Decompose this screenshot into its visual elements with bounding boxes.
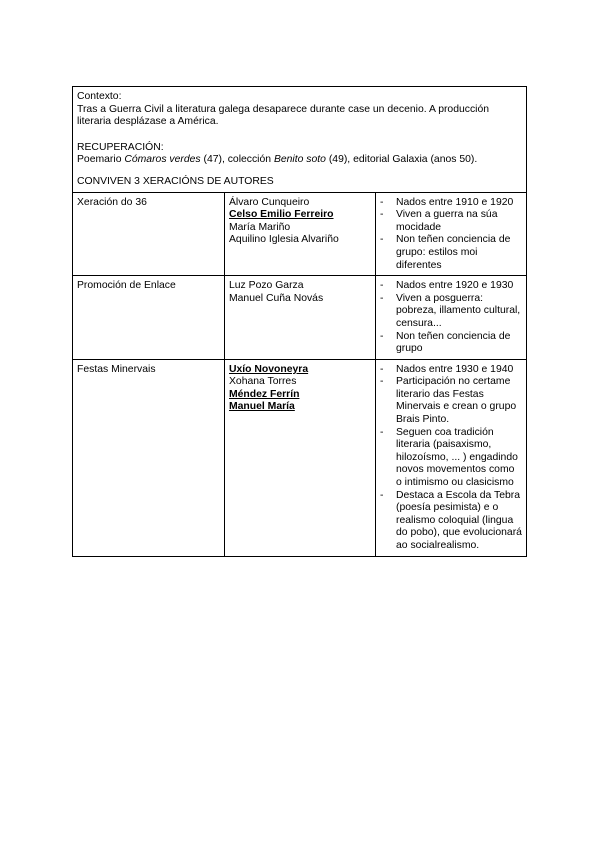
trait-item: - Destaca a Escola da Tebra (poesía pesimista) e o realismo coloquial (lingua do pobo), que evolucionará ao socialrealismo. bbox=[380, 490, 522, 553]
trait-item: - Nados entre 1930 e 1940 bbox=[380, 364, 522, 377]
trait-item: - Participación no certame literario das Festas Minervais e crean o grupo Brais Pinto. bbox=[380, 376, 522, 426]
generation-row bbox=[73, 276, 527, 360]
author-name: Celso Emilio Ferreiro bbox=[229, 209, 334, 221]
generations-table bbox=[72, 86, 527, 557]
author-name: Manuel María bbox=[229, 401, 295, 413]
group-name-cell bbox=[73, 192, 225, 276]
author-name: Méndez Ferrín bbox=[229, 388, 300, 400]
traits-list bbox=[380, 364, 522, 553]
collection-title: Benito soto bbox=[273, 154, 326, 166]
recovery-label: RECUPERACIÓN: bbox=[77, 141, 164, 153]
group-name: Festas Minervais bbox=[77, 363, 156, 375]
trait-item: - Non teñen conciencia de grupo bbox=[380, 331, 522, 356]
recovery-text bbox=[77, 154, 522, 167]
traits-cell bbox=[376, 276, 527, 360]
generations-heading: CONVIVEN 3 XERACIÓNS DE AUTORES bbox=[77, 175, 274, 187]
intro-row bbox=[73, 87, 527, 193]
generation-rows bbox=[73, 192, 527, 556]
traits-cell bbox=[376, 192, 527, 276]
context-label: Contexto: bbox=[77, 91, 122, 102]
traits-list bbox=[380, 280, 522, 356]
authors-cell bbox=[225, 192, 376, 276]
book-title: Cómaros verdes bbox=[124, 154, 201, 166]
author-name: Uxío Novoneyra bbox=[229, 363, 309, 375]
author-name: Manuel Cuña Novás bbox=[229, 292, 324, 304]
author-name: María Mariño bbox=[229, 221, 291, 233]
authors-cell bbox=[225, 359, 376, 556]
group-name: Promoción de Enlace bbox=[77, 280, 176, 292]
intro-cell bbox=[73, 87, 527, 193]
generation-row bbox=[73, 359, 527, 556]
authors-cell bbox=[225, 276, 376, 360]
trait-item: - Viven a posguerra: pobreza, illamento cultural, censura... bbox=[380, 293, 522, 331]
generation-row bbox=[73, 192, 527, 276]
recovery-text-part: (49), editorial Galaxia (anos 50). bbox=[325, 154, 478, 166]
author-name: Xohana Torres bbox=[229, 376, 297, 388]
context-text: Tras a Guerra Civil a literatura galega desaparece durante case un decenio. A producción literaria desplázase a América. bbox=[77, 103, 490, 128]
group-name-cell bbox=[73, 359, 225, 556]
trait-item: - Seguen coa tradición literaria (paisaxismo, hilozoísmo, ... ) engadindo novos movementos como o intimismo ou clasicismo bbox=[380, 427, 522, 490]
trait-item: - Viven a guerra na súa mocidade bbox=[380, 209, 522, 234]
recovery-text-part: Poemario bbox=[77, 154, 125, 166]
trait-item: - Non teñen conciencia de grupo: estilos moi diferentes bbox=[380, 234, 522, 272]
trait-item: - Nados entre 1910 e 1920 bbox=[380, 197, 522, 210]
group-name-cell bbox=[73, 276, 225, 360]
trait-item: - Nados entre 1920 e 1930 bbox=[380, 280, 522, 293]
author-name: Luz Pozo Garza bbox=[229, 280, 304, 292]
recovery-text-part: (47), colección bbox=[200, 154, 274, 166]
traits-cell bbox=[376, 359, 527, 556]
author-name: Álvaro Cunqueiro bbox=[229, 196, 310, 208]
group-name: Xeración do 36 bbox=[77, 196, 147, 208]
traits-list bbox=[380, 197, 522, 273]
author-name: Aquilino Iglesia Alvariño bbox=[229, 234, 339, 246]
